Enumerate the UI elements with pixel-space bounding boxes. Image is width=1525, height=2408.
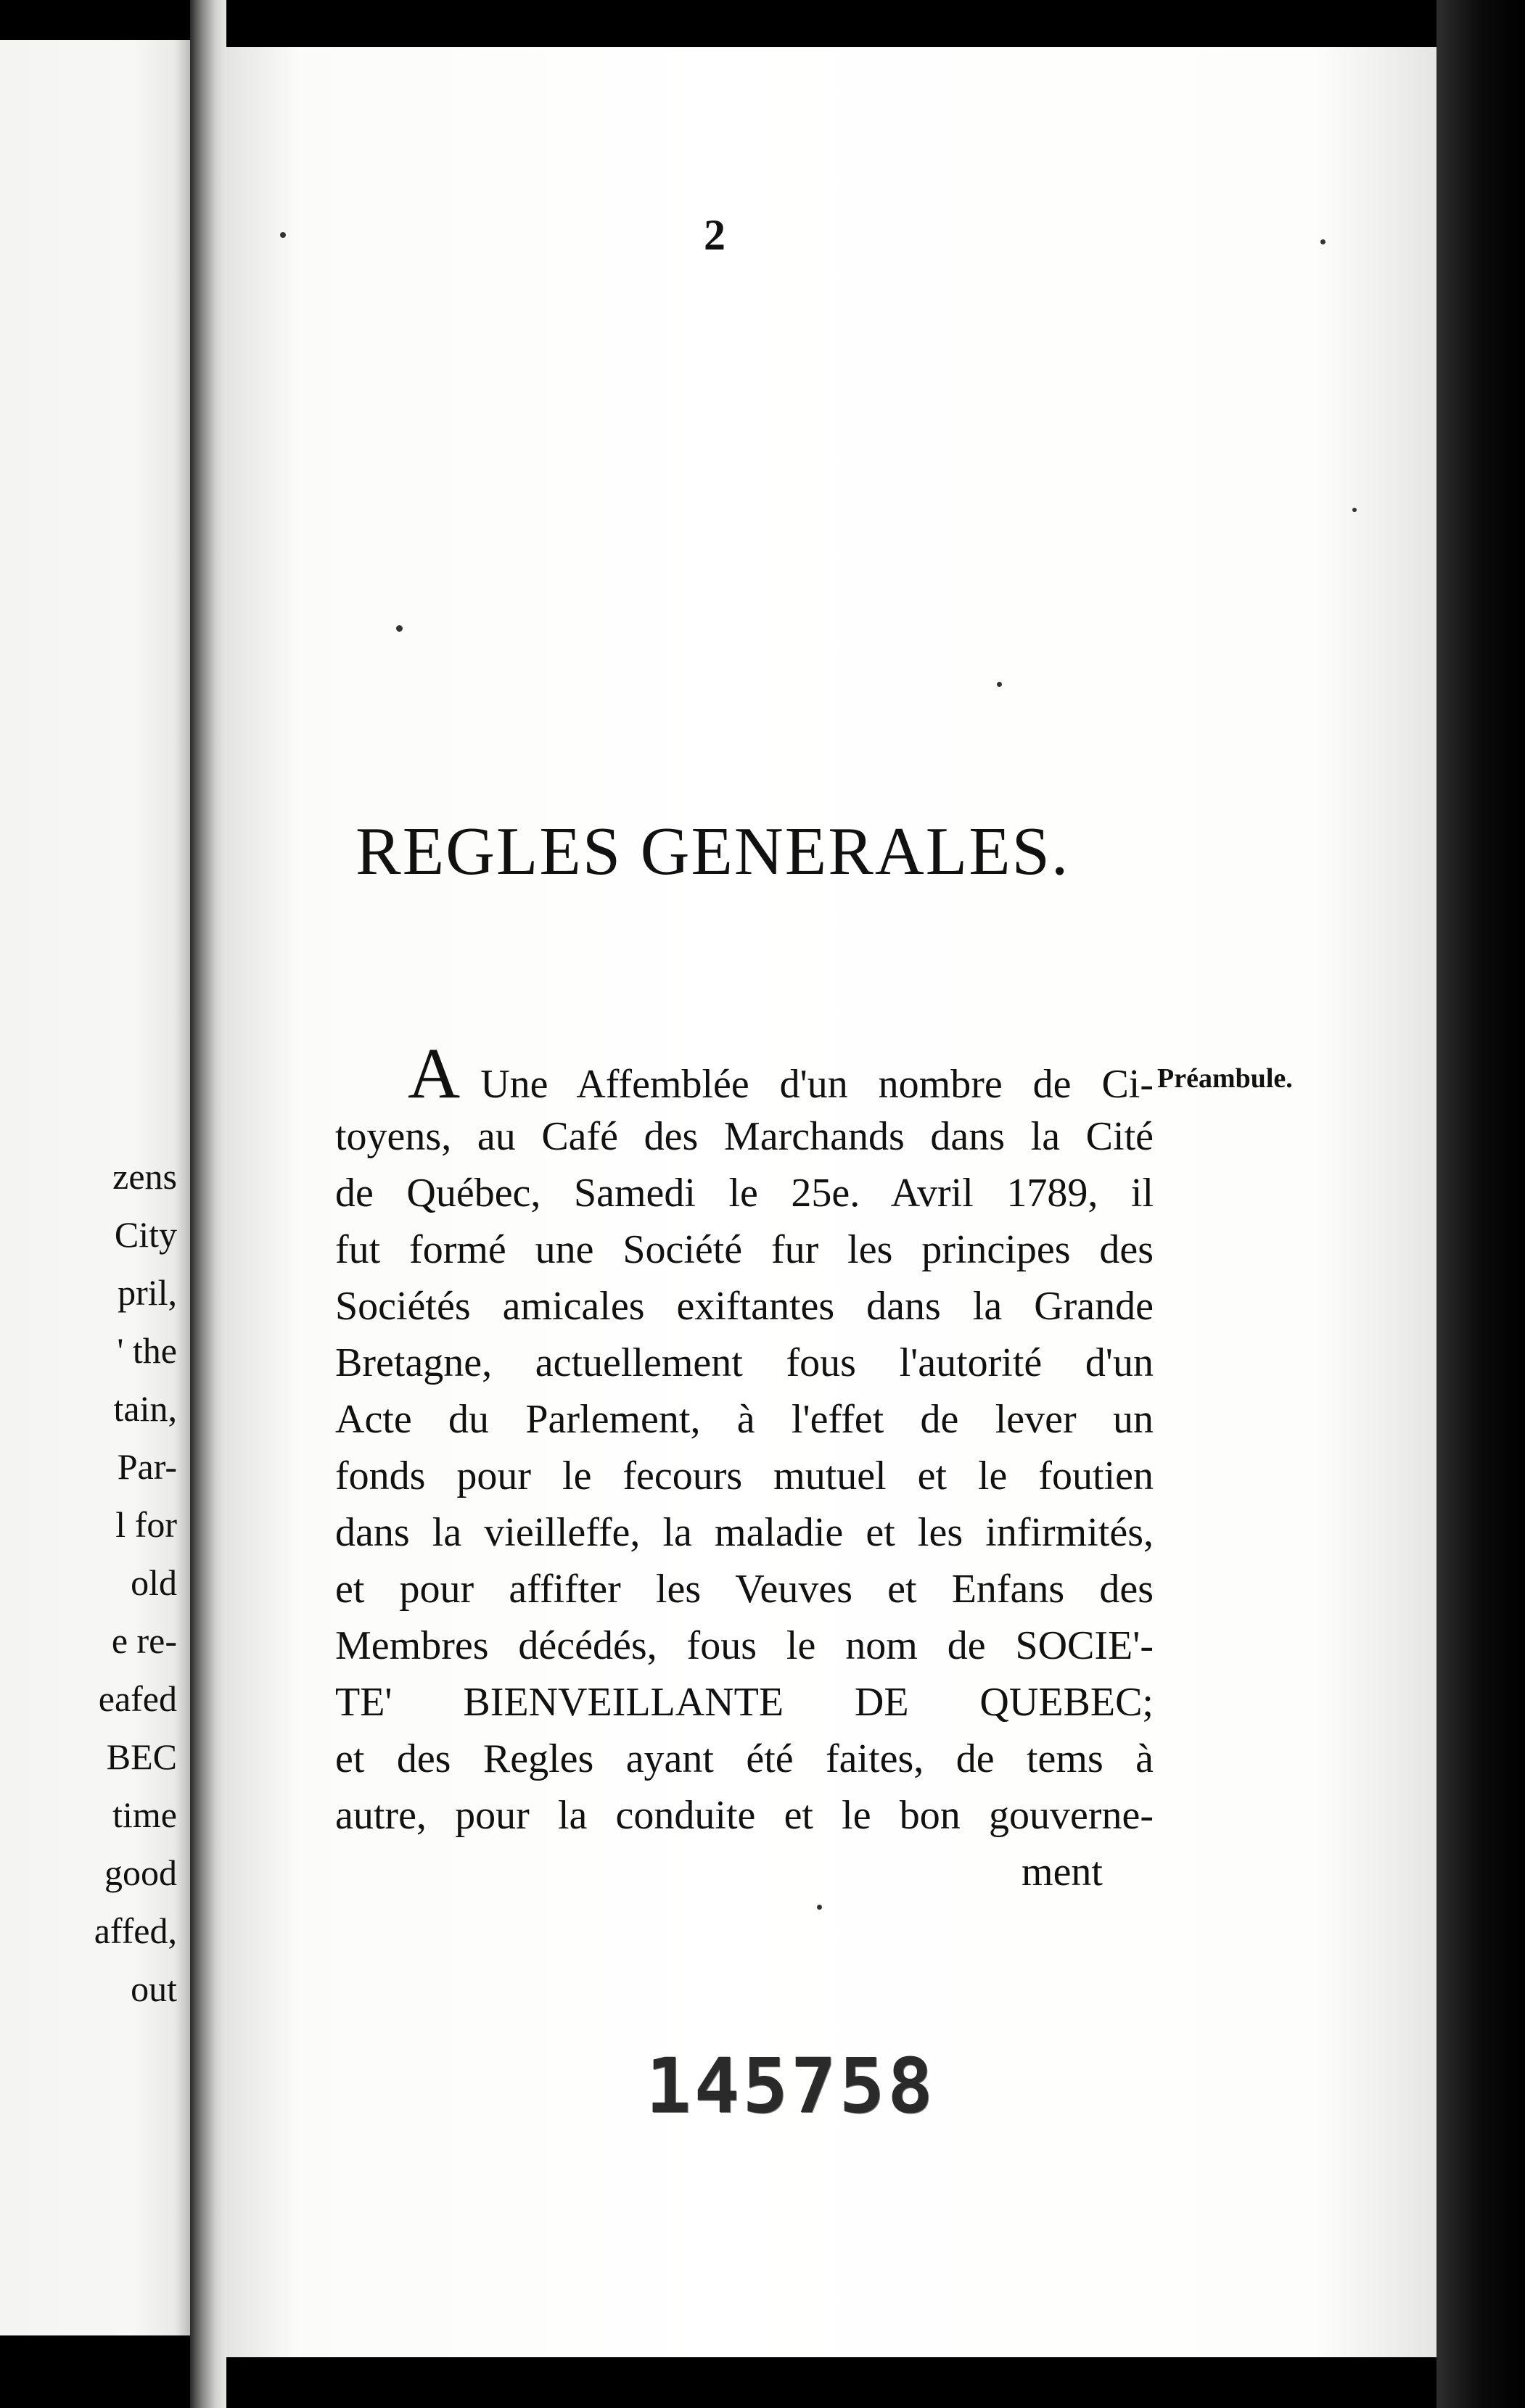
body-line (335, 1033, 1154, 1113)
facing-page-line: ' the (117, 1330, 177, 1371)
body-line: Sociétés amicales exiftantes dans la Grande (335, 1284, 1154, 1329)
facing-page-text (94, 1147, 177, 2018)
paper-speck (817, 1905, 822, 1910)
facing-page-line: zens (112, 1156, 177, 1197)
facing-page-line: pril, (118, 1272, 177, 1313)
body-line: autre, pour la conduite et le bon gouverne- (335, 1793, 1154, 1838)
page-heading: REGLES GENERALES. (355, 814, 1070, 889)
facing-page-line: City (114, 1214, 177, 1255)
body-line: Acte du Parlement, à l'effet de lever un (335, 1397, 1154, 1442)
facing-page-line: Par- (117, 1446, 177, 1487)
body-line: et pour affifter les Veuves et Enfans des (335, 1567, 1154, 1612)
body-line: toyens, au Café des Marchands dans la Cité (335, 1114, 1154, 1159)
facing-page-line: tain, (113, 1388, 177, 1429)
paper-speck (997, 682, 1002, 687)
body-line: Bretagne, actuellement fous l'autorité d'un (335, 1340, 1154, 1385)
body-line: et des Regles ayant été faites, de tems à (335, 1736, 1154, 1781)
paper-speck (1320, 239, 1325, 244)
drop-cap: A (408, 1033, 461, 1113)
facing-page-line: time (112, 1794, 177, 1835)
body-paragraph (335, 1033, 1154, 1900)
body-line: dans la vieilleffe, la maladie et les infirmités, (335, 1510, 1154, 1555)
body-line: TE' BIENVEILLANTE DE QUEBEC; (335, 1680, 1154, 1725)
body-line: de Québec, Samedi le 25e. Avril 1789, il (335, 1171, 1154, 1216)
scan-edge (1436, 0, 1525, 2408)
facing-page-line: old (131, 1562, 177, 1603)
catchword: ment (1022, 1850, 1103, 1894)
body-line-text: Une Affemblée d'un nombre de Ci- (480, 1062, 1154, 1107)
paper-speck (280, 232, 286, 238)
facing-page-line: l for (115, 1504, 177, 1545)
paper-speck (396, 625, 403, 632)
accession-number-stamp: 145758 (646, 2042, 936, 2130)
facing-page-line: eafed (98, 1678, 177, 1719)
facing-page-line: e re- (111, 1620, 177, 1661)
page-number: 2 (704, 211, 725, 259)
body-line: fonds pour le fecours mutuel et le foutien (335, 1454, 1154, 1498)
facing-page-line: BEC (106, 1736, 177, 1777)
facing-page-fragment (0, 40, 190, 2335)
margin-note: Préambule. (1157, 1063, 1293, 1094)
facing-page-line: good (104, 1852, 177, 1893)
facing-page-line: out (131, 1968, 177, 2009)
facing-page-line: affed, (94, 1910, 177, 1951)
paper-speck (1352, 508, 1357, 512)
body-line: Membres décédés, fous le nom de SOCIE'- (335, 1623, 1154, 1668)
book-gutter (190, 0, 226, 2408)
body-line: fut formé une Société fur les principes des (335, 1227, 1154, 1272)
